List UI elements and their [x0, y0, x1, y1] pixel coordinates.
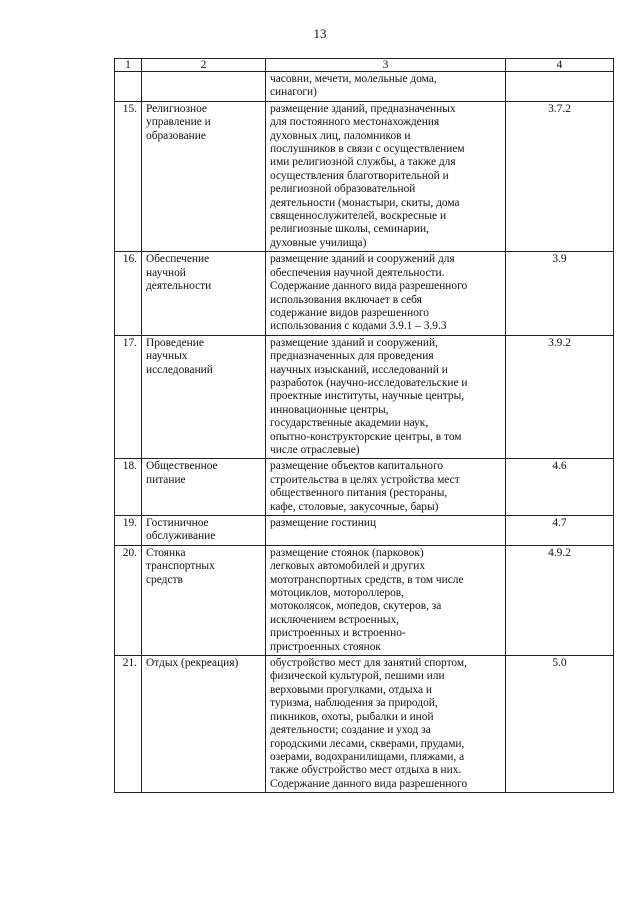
row-code: 4.9.2 — [506, 545, 614, 655]
desc-line: священнослужителей, воскресные и — [270, 210, 447, 223]
name-line: питание — [146, 473, 186, 486]
desc-line: пристроенных и встроенно- — [270, 627, 406, 640]
desc-line: легковых автомобилей и других — [270, 560, 426, 573]
name-line: транспортных — [146, 560, 215, 573]
desc-line: числе отраслевые) — [270, 443, 360, 456]
desc-line: кафе, столовые, закусочные, бары) — [270, 500, 439, 513]
row-description — [266, 545, 506, 655]
desc-line: религиозной образовательной — [270, 183, 416, 196]
name-line: Стоянка — [146, 546, 186, 559]
row-number: 18. — [115, 459, 142, 516]
row-code: 5.0 — [506, 656, 614, 793]
row-number: 20. — [115, 545, 142, 655]
name-line: деятельности — [146, 280, 212, 293]
desc-line: духовных лиц, паломников и — [270, 129, 411, 142]
table-row — [115, 252, 614, 335]
desc-line: обеспечения научной деятельности. — [270, 266, 445, 279]
desc-line: часовни, мечети, молельные дома, — [270, 73, 437, 85]
continuation-num-cell — [115, 72, 142, 102]
page-number: 13 — [313, 26, 327, 41]
desc-line: деятельности (монастыри, скиты, дома — [270, 196, 460, 209]
row-name — [142, 335, 266, 459]
desc-line: научных изысканий, исследований и — [270, 363, 448, 376]
desc-line: верховыми прогулками, отдыха и — [270, 683, 433, 696]
row-description — [266, 459, 506, 516]
desc-line: послушников в связи с осуществлением — [270, 143, 465, 156]
table-row — [115, 101, 614, 251]
table-row — [115, 335, 614, 459]
continuation-name-cell — [142, 72, 266, 102]
row-code: 3.9.2 — [506, 335, 614, 459]
name-line: Отдых (рекреация) — [146, 657, 239, 670]
continuation-row — [115, 72, 614, 102]
row-number: 19. — [115, 516, 142, 546]
desc-line: строительства в целях устройства мест — [270, 473, 460, 486]
row-description — [266, 335, 506, 459]
name-line: научных — [146, 350, 188, 363]
row-number: 15. — [115, 101, 142, 251]
desc-line: городскими лесами, скверами, прудами, — [270, 737, 465, 750]
desc-line: государственные академии наук, — [270, 417, 429, 430]
row-number: 16. — [115, 252, 142, 335]
desc-line: мотоколясок, мопедов, скутеров, за — [270, 600, 442, 613]
name-line: обслуживание — [146, 530, 216, 543]
name-line: управление и — [146, 116, 211, 129]
desc-line: мотоциклов, мотороллеров, — [270, 587, 405, 600]
table-row — [115, 459, 614, 516]
desc-line: размещение объектов капитального — [270, 460, 444, 473]
row-name — [142, 545, 266, 655]
desc-line: туризма, наблюдения за природой, — [270, 697, 438, 710]
desc-line: общественного питания (рестораны, — [270, 487, 448, 500]
desc-line: проектные институты, научные центры, — [270, 390, 465, 403]
desc-line: Содержание данного вида разрешенного — [270, 777, 468, 790]
desc-line: пристроенных стоянок — [270, 640, 381, 653]
desc-line: размещение зданий и сооружений для — [270, 253, 455, 266]
desc-line: исключением встроенных, — [270, 613, 399, 626]
header-col-3: 3 — [266, 59, 506, 72]
continuation-desc-cell — [266, 72, 506, 102]
row-number: 17. — [115, 335, 142, 459]
name-line: образование — [146, 129, 206, 142]
desc-line: обустройство мест для занятий спортом, — [270, 657, 467, 670]
desc-line: также обустройство мест отдыха в них. — [270, 764, 462, 777]
row-description — [266, 252, 506, 335]
row-description — [266, 516, 506, 546]
desc-line: размещение зданий, предназначенных — [270, 102, 456, 115]
desc-line: озерами, водохранилищами, пляжами, а — [270, 750, 465, 763]
desc-line: мототранспортных средств, в том числе — [270, 573, 464, 586]
desc-line: деятельности; создание и уход за — [270, 724, 431, 737]
desc-line: пикников, охоты, рыбалки и иной — [270, 710, 434, 723]
desc-line: религиозные школы, семинарии, — [270, 223, 429, 236]
row-name — [142, 516, 266, 546]
continuation-code-cell — [506, 72, 614, 102]
desc-line: для постоянного местонахождения — [270, 116, 440, 129]
desc-line: инновационные центры, — [270, 403, 389, 416]
desc-line: осуществления благотворительной и — [270, 169, 449, 182]
desc-line: опытно-конструкторские центры, в том — [270, 430, 462, 443]
row-code: 4.6 — [506, 459, 614, 516]
row-code: 4.7 — [506, 516, 614, 546]
row-number: 21. — [115, 656, 142, 793]
row-description — [266, 656, 506, 793]
row-name — [142, 459, 266, 516]
table-row — [115, 516, 614, 546]
name-line: средств — [146, 573, 183, 586]
table-header-row — [115, 59, 614, 72]
name-line: Гостиничное — [146, 517, 209, 529]
name-line: Обеспечение — [146, 253, 210, 266]
name-line: Общественное — [146, 460, 218, 473]
desc-line: размещение гостиниц — [270, 517, 377, 529]
desc-line: ими религиозной службы, а также для — [270, 156, 456, 169]
land-use-table — [114, 58, 614, 793]
table-row — [115, 545, 614, 655]
desc-line: духовные училища) — [270, 236, 367, 249]
name-line: Проведение — [146, 336, 204, 349]
row-code: 3.9 — [506, 252, 614, 335]
desc-line: синагоги) — [270, 86, 317, 99]
desc-line: разработок (научно-исследовательские и — [270, 376, 468, 389]
row-name — [142, 101, 266, 251]
header-col-1: 1 — [115, 59, 142, 72]
desc-line: физической культурой, пешими или — [270, 670, 445, 683]
desc-line: размещение стоянок (парковок) — [270, 546, 424, 559]
row-code: 3.7.2 — [506, 101, 614, 251]
desc-line: содержание видов разрешенного — [270, 306, 429, 319]
header-col-2: 2 — [142, 59, 266, 72]
desc-line: использования включает в себя — [270, 293, 422, 306]
row-description — [266, 101, 506, 251]
desc-line: размещение зданий и сооружений, — [270, 336, 438, 349]
row-name — [142, 656, 266, 793]
name-line: Религиозное — [146, 102, 207, 115]
header-col-4: 4 — [506, 59, 614, 72]
desc-line: Содержание данного вида разрешенного — [270, 280, 468, 293]
row-name — [142, 252, 266, 335]
name-line: исследований — [146, 363, 213, 376]
name-line: научной — [146, 266, 186, 279]
desc-line: предназначенных для проведения — [270, 350, 434, 363]
table-row — [115, 656, 614, 793]
desc-line: использования с кодами 3.9.1 – 3.9.3 — [270, 320, 447, 333]
